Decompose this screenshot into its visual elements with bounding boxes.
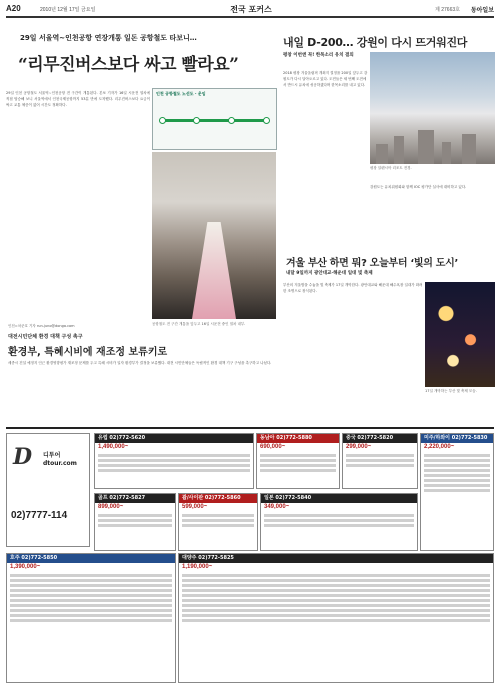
route-stop	[159, 117, 166, 124]
route-map-title: 인천 공항철도 노선도 · 운임	[156, 91, 206, 96]
ad-lines	[179, 571, 493, 625]
ad-lines	[257, 451, 339, 475]
ad-lines	[95, 451, 253, 475]
ad-price: 899,000~	[98, 504, 124, 510]
ad-title: 대양주 02)772-5825	[179, 554, 493, 563]
gangwon-body	[283, 70, 368, 235]
dtour-logo: D	[13, 444, 33, 470]
ad-box[interactable]	[178, 553, 494, 683]
ad-lines	[261, 511, 417, 530]
route-stop	[228, 117, 235, 124]
building	[442, 142, 451, 164]
building	[376, 144, 388, 164]
page-header	[6, 4, 494, 18]
second-story-headline: 환경부, 특혜시비에 재조정 보류키로	[8, 347, 168, 358]
ad-price: 1,490,000~	[98, 444, 129, 450]
train-aisle	[192, 222, 236, 319]
gangwon-subhead: 평창 이번엔 꼭! 한목소리 유치 결의	[283, 53, 354, 58]
ad-price: 1,390,000~	[10, 564, 41, 570]
ad-box[interactable]	[178, 493, 258, 551]
second-story-text: 세종시 건설 예정지 인근 환경영향평가 재조정 문제를 두고 특혜 시비가 일자 환경부가 결정을 보류했다. 대전 시민단체들은 독립적인 환경 대책 기구 구성을 촉구하고 나섰다.	[8, 361, 272, 365]
lead-byline: 인천=차준호 기자 run-juno@donga.com	[8, 324, 75, 328]
ad-box[interactable]	[256, 433, 340, 489]
ad-lines	[95, 511, 175, 530]
ad-title: 괌/사이판 02)772-5860	[179, 494, 257, 503]
gangwon-body-continued	[370, 184, 495, 234]
ad-box[interactable]	[6, 553, 176, 683]
lead-story-text: 29일 인천 공항철도 서울역∼인천공항 전 구간이 개통된다. 본보 기자가 16일 시운전 열차에 직접 탑승해 보니 서울역에서 인천국제공항까지 53분 만에 도착했다. 리무진버스보다 요금이 싸고 교통 체증이 없어 시간도 정확하다.	[6, 91, 150, 107]
ad-price: 690,000~	[260, 444, 286, 450]
second-story-kicker: 대전시민단체 환경 대책 구성 촉구	[8, 334, 83, 340]
ad-box[interactable]	[94, 493, 176, 551]
ad-title: 호주 02)772-5850	[7, 554, 175, 563]
train-photo-caption: 공항철도 전 구간 개통을 앞두고 16일 시운전 중인 열차 내부.	[152, 322, 246, 326]
building	[394, 136, 404, 164]
edition-number: 제 27663호	[435, 7, 460, 13]
train-interior-photo	[152, 152, 276, 319]
travel-ads-section	[6, 427, 494, 685]
light-festival-caption: 17일 개막하는 부산 빛 축제 모습.	[425, 389, 477, 393]
ad-price: 1,190,000~	[182, 564, 213, 570]
ad-lines	[7, 571, 175, 625]
ad-title: 중국 02)772-5820	[343, 434, 417, 443]
dtour-url: dtour.com	[43, 460, 77, 467]
ad-lines	[421, 451, 493, 495]
building	[418, 130, 434, 164]
busan-text: 부산의 겨울밤을 수놓을 빛 축제가 17일 개막한다. 광안대교와 해운대 해수욕장 일대가 화려한 조명으로 장식된다.	[283, 283, 423, 293]
ad-title: 미주/하와이 02)772-5830	[421, 434, 493, 443]
dtour-ad[interactable]	[6, 433, 90, 547]
ad-box[interactable]	[420, 433, 494, 551]
ad-lines	[343, 451, 417, 470]
lead-kicker: 29일 서울역∼인천공항 연장개통 일돈 공항철도 타보니…	[20, 34, 197, 42]
ad-box[interactable]	[260, 493, 418, 551]
busan-headline: 겨울 부산 하면 뭐? 오늘부터 ‘빛의 도시’	[286, 258, 458, 269]
dtour-phone: 02)7777-114	[11, 510, 68, 521]
building	[462, 134, 476, 164]
gangwon-text-2: 강원도는 유치위원회와 함께 IOC 평가단 실사에 대비하고 있다.	[370, 185, 467, 189]
ad-title: 유럽 02)772-5620	[95, 434, 253, 443]
ad-box[interactable]	[94, 433, 254, 489]
ad-price: 599,000~	[182, 504, 208, 510]
issue-date: 2010년 12월 17일 금요일	[40, 7, 96, 13]
ad-title: 골프 02)772-5827	[95, 494, 175, 503]
page-number: A20	[6, 4, 21, 13]
dtour-brand: 디투어	[43, 452, 61, 459]
route-stop	[193, 117, 200, 124]
ad-price: 2,220,000~	[424, 444, 455, 450]
lead-headline: “리무진버스보다 싸고 빨라요”	[18, 55, 239, 75]
gangwon-headline: 내일 D-200… 강원이 다시 뜨거워진다	[283, 36, 468, 49]
gangwon-text: 2018 평창 겨울올림픽 개최지 결정을 200일 앞두고 강원도가 다시 달아오르고 있다. 도민들은 세 번째 도전에서 반드시 유치에 성공하겠다며 한목소리를 내고 있다.	[283, 71, 368, 87]
ad-price: 349,000~	[264, 504, 290, 510]
route-stop	[263, 117, 270, 124]
light-festival-photo	[425, 282, 495, 387]
section-title: 전국 포커스	[230, 5, 272, 14]
newspaper-name: 동아일보	[470, 7, 494, 14]
busan-body	[283, 282, 423, 420]
pyeongchang-caption: 평창 알펜시아 리조트 전경.	[370, 166, 412, 170]
busan-subhead: 내달 9일까지 광안대교·해운대 일대 빛 축제	[286, 271, 373, 276]
ad-title: 일본 02)772-5840	[261, 494, 417, 503]
ad-box[interactable]	[342, 433, 418, 489]
pyeongchang-photo	[370, 52, 495, 164]
route-map	[152, 88, 277, 150]
ad-title: 동남아 02)772-5880	[257, 434, 339, 443]
second-story-body	[8, 360, 280, 418]
ad-price: 299,000~	[346, 444, 372, 450]
lead-story-body	[6, 90, 150, 320]
route-line	[161, 119, 269, 122]
ad-lines	[179, 511, 257, 530]
